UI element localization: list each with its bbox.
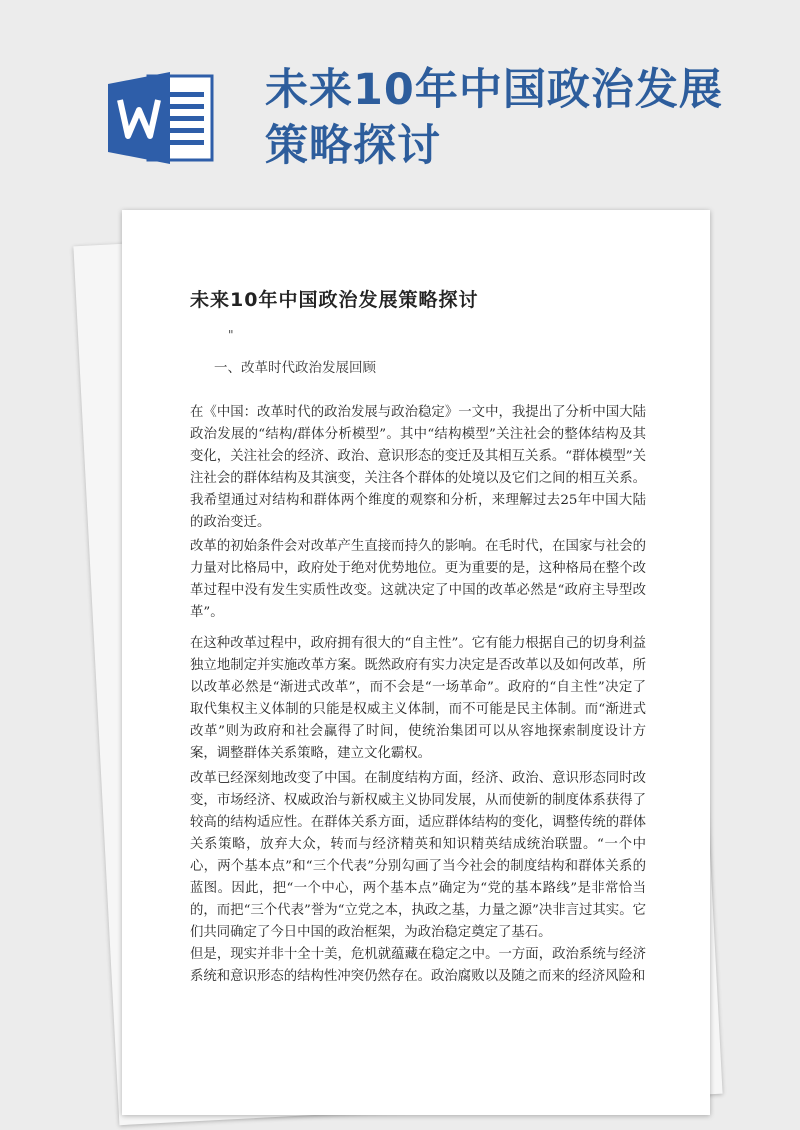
paragraph-1: 在《中国：改革时代的政治发展与政治稳定》一文中，我提出了分析中国大陆政治发展的“结构/群体分析模型”。其中“结构模型”关注社会的整体结构及其变化，关注社会的经济、政治、意识形态的变迁及其相互关系。“群体模型”关注社会的群体结构及其演变，关注各个群体的处境以及它们之间的相互关系。我希望通过对结构和群体两个维度的观察和分析，来理解过去25年中国大陆的政治变迁。 — [190, 405, 646, 530]
quote-mark: " — [228, 328, 234, 342]
paragraph-2: 改革的初始条件会对改革产生直接而持久的影响。在毛时代，在国家与社会的力量对比格局中，政府处于绝对优势地位。更为重要的是，这种格局在整个改革过程中没有发生实质性改变。这就决定了中国的改革必然是“政府主导型改革”。 — [190, 539, 646, 620]
paragraph-3: 在这种改革过程中，政府拥有很大的“自主性”。它有能力根据自己的切身利益独立地制定并实施改革方案。既然政府有实力决定是否改革以及如何改革，所以改革必然是“渐进式改革”，而不会是“一场革命”。政府的“自主性”决定了取代集权主义体制的只能是权威主义体制，而不可能是民主体制。而“渐进式改革”则为政府和社会赢得了时间，使统治集团可以从容地探索制度设计方案，调整群体关系策略，建立文化霸权。 — [190, 636, 646, 761]
banner-title: 未来10年中国政治发展策略探讨 — [265, 65, 723, 171]
document-title: 未来10年中国政治发展策略探讨 — [190, 289, 479, 311]
section-heading: 一、改革时代政治发展回顾 — [214, 360, 376, 376]
document-page — [122, 210, 710, 1115]
word-document-icon — [108, 70, 220, 166]
paragraph-5: 但是，现实并非十全十美，危机就蕴藏在稳定之中。一方面，政治系统与经济系统和意识形态的结构性冲突仍然存在。政治腐败以及随之而来的经济风险和 — [190, 947, 646, 984]
paragraph-4: 改革已经深刻地改变了中国。在制度结构方面，经济、政治、意识形态同时改变，市场经济、权威政治与新权威主义协同发展，从而使新的制度体系获得了较高的结构适应性。在群体关系方面，适应群体结构的变化，调整传统的群体关系策略，放弃大众，转而与经济精英和知识精英结成统治联盟。“一个中心，两个基本点”和“三个代表”分别勾画了当今社会的制度结构和群体关系的蓝图。因此，把“一个中心，两个基本点”确定为“党的基本路线”是非常恰当的，而把“三个代表”誉为“立党之本，执政之基，力量之源”决非言过其实。它们共同确定了今日中国的政治框架，为政治稳定奠定了基石。 — [190, 771, 646, 940]
